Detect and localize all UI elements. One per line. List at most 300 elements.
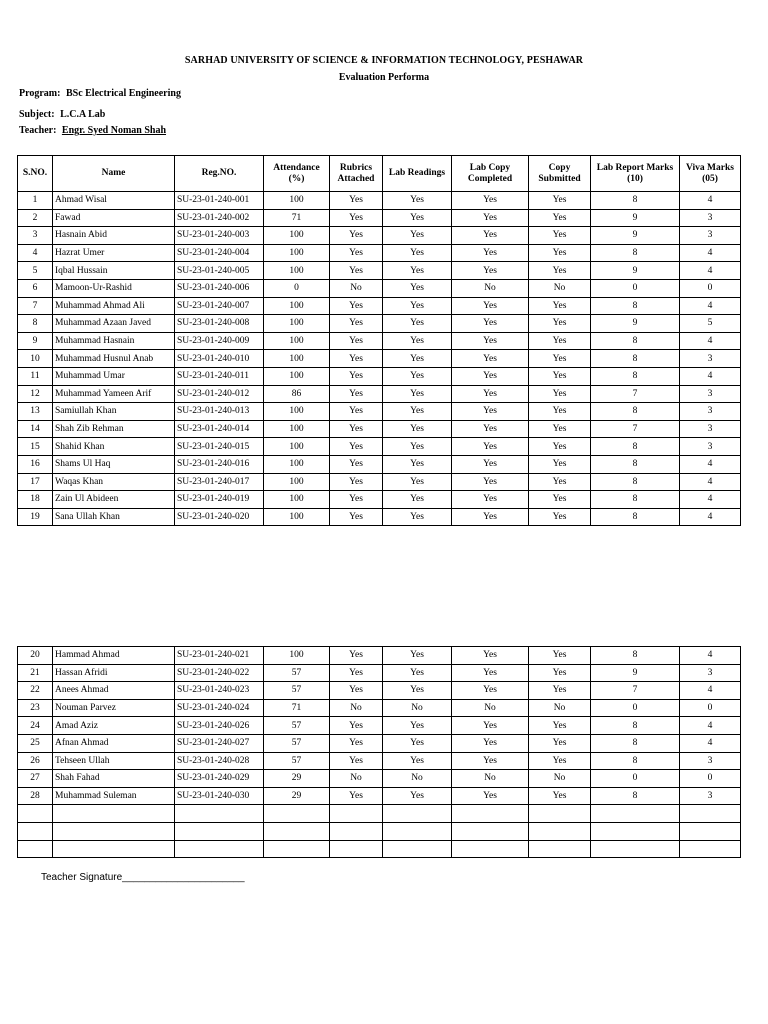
table-row xyxy=(18,455,741,473)
cell-attendance: 29 xyxy=(264,787,330,805)
cell-copy-submitted: Yes xyxy=(529,508,591,526)
cell-lab-copy: Yes xyxy=(452,752,529,770)
cell-attendance: 100 xyxy=(264,297,330,315)
cell-regno: SU-23-01-240-029 xyxy=(175,770,264,788)
cell-lab-readings: Yes xyxy=(383,664,452,682)
table-row xyxy=(18,664,741,682)
cell-rubrics xyxy=(330,840,383,858)
form-title: Evaluation Performa xyxy=(338,72,430,83)
cell-attendance: 100 xyxy=(264,227,330,245)
cell-lab-readings: Yes xyxy=(383,297,452,315)
cell-viva: 4 xyxy=(680,244,741,262)
cell-name: Zain Ul Abideen xyxy=(53,491,175,509)
cell-lab-copy: Yes xyxy=(452,455,529,473)
cell-name xyxy=(53,822,175,840)
cell-copy-submitted: Yes xyxy=(529,717,591,735)
col-regno-header: Reg.NO. xyxy=(175,156,264,192)
cell-rubrics: Yes xyxy=(330,227,383,245)
table-row xyxy=(18,209,741,227)
cell-viva: 0 xyxy=(680,699,741,717)
subject-value: L.C.A Lab xyxy=(60,109,106,120)
cell-regno: SU-23-01-240-026 xyxy=(175,717,264,735)
table-row xyxy=(18,699,741,717)
cell-attendance: 100 xyxy=(264,244,330,262)
cell-sno: 18 xyxy=(18,491,53,509)
teacher-value: Engr. Syed Noman Shah xyxy=(61,125,167,136)
table-row xyxy=(18,491,741,509)
cell-copy-submitted xyxy=(529,805,591,823)
cell-rubrics xyxy=(330,805,383,823)
cell-name: Iqbal Hussain xyxy=(53,262,175,280)
cell-lab-readings: Yes xyxy=(383,787,452,805)
cell-sno: 13 xyxy=(18,403,53,421)
cell-sno: 6 xyxy=(18,279,53,297)
cell-copy-submitted: Yes xyxy=(529,262,591,280)
cell-regno: SU-23-01-240-013 xyxy=(175,403,264,421)
cell-lab-report: 8 xyxy=(591,438,680,456)
cell-sno: 7 xyxy=(18,297,53,315)
cell-regno: SU-23-01-240-008 xyxy=(175,315,264,333)
cell-sno: 2 xyxy=(18,209,53,227)
signature-label: Teacher Signature xyxy=(41,872,123,883)
cell-viva: 4 xyxy=(680,508,741,526)
cell-copy-submitted: Yes xyxy=(529,787,591,805)
cell-rubrics: Yes xyxy=(330,752,383,770)
col-name-header: Name xyxy=(53,156,175,192)
col-copy-submitted-header: Copy Submitted xyxy=(529,156,591,192)
cell-sno: 5 xyxy=(18,262,53,280)
cell-lab-copy xyxy=(452,805,529,823)
cell-viva: 4 xyxy=(680,297,741,315)
col-lab-readings-header: Lab Readings xyxy=(383,156,452,192)
table-row xyxy=(18,770,741,788)
cell-attendance: 71 xyxy=(264,209,330,227)
cell-rubrics: Yes xyxy=(330,192,383,210)
table-row xyxy=(18,192,741,210)
table-row xyxy=(18,508,741,526)
cell-lab-copy xyxy=(452,822,529,840)
cell-viva: 3 xyxy=(680,385,741,403)
cell-sno: 12 xyxy=(18,385,53,403)
cell-lab-copy: Yes xyxy=(452,227,529,245)
cell-sno: 28 xyxy=(18,787,53,805)
cell-lab-readings: Yes xyxy=(383,209,452,227)
table-row xyxy=(18,734,741,752)
cell-sno: 15 xyxy=(18,438,53,456)
cell-sno: 10 xyxy=(18,350,53,368)
cell-lab-copy: Yes xyxy=(452,262,529,280)
cell-viva: 4 xyxy=(680,647,741,665)
cell-regno: SU-23-01-240-001 xyxy=(175,192,264,210)
cell-copy-submitted: No xyxy=(529,699,591,717)
cell-viva: 4 xyxy=(680,262,741,280)
cell-attendance: 100 xyxy=(264,403,330,421)
cell-copy-submitted: Yes xyxy=(529,297,591,315)
cell-lab-report: 9 xyxy=(591,315,680,333)
cell-copy-submitted: Yes xyxy=(529,332,591,350)
cell-viva: 4 xyxy=(680,367,741,385)
cell-lab-readings: Yes xyxy=(383,262,452,280)
cell-lab-copy: Yes xyxy=(452,297,529,315)
cell-lab-readings: Yes xyxy=(383,367,452,385)
cell-sno: 19 xyxy=(18,508,53,526)
cell-viva: 5 xyxy=(680,315,741,333)
cell-regno xyxy=(175,840,264,858)
cell-regno: SU-23-01-240-009 xyxy=(175,332,264,350)
cell-attendance: 100 xyxy=(264,508,330,526)
cell-copy-submitted xyxy=(529,822,591,840)
cell-lab-readings: Yes xyxy=(383,192,452,210)
cell-lab-report: 8 xyxy=(591,403,680,421)
cell-lab-copy: Yes xyxy=(452,717,529,735)
cell-rubrics: Yes xyxy=(330,717,383,735)
cell-copy-submitted: Yes xyxy=(529,734,591,752)
table-row xyxy=(18,822,741,840)
cell-sno: 26 xyxy=(18,752,53,770)
cell-lab-readings: Yes xyxy=(383,279,452,297)
cell-sno: 3 xyxy=(18,227,53,245)
cell-lab-readings: Yes xyxy=(383,350,452,368)
cell-attendance: 57 xyxy=(264,734,330,752)
cell-lab-copy: Yes xyxy=(452,367,529,385)
cell-copy-submitted: Yes xyxy=(529,438,591,456)
table-row xyxy=(18,840,741,858)
cell-rubrics: Yes xyxy=(330,491,383,509)
cell-lab-report: 8 xyxy=(591,455,680,473)
cell-rubrics: Yes xyxy=(330,682,383,700)
cell-viva: 4 xyxy=(680,717,741,735)
cell-regno: SU-23-01-240-017 xyxy=(175,473,264,491)
cell-viva: 3 xyxy=(680,420,741,438)
table-header-row xyxy=(18,156,741,192)
cell-lab-report xyxy=(591,840,680,858)
cell-copy-submitted xyxy=(529,840,591,858)
cell-regno: SU-23-01-240-020 xyxy=(175,508,264,526)
cell-name: Mamoon-Ur-Rashid xyxy=(53,279,175,297)
cell-lab-readings: Yes xyxy=(383,491,452,509)
subject-label: Subject: xyxy=(19,109,55,120)
cell-rubrics: No xyxy=(330,699,383,717)
cell-lab-report: 9 xyxy=(591,664,680,682)
cell-regno: SU-23-01-240-006 xyxy=(175,279,264,297)
cell-copy-submitted: Yes xyxy=(529,315,591,333)
cell-sno: 8 xyxy=(18,315,53,333)
evaluation-table-part2 xyxy=(17,646,741,858)
cell-lab-copy: No xyxy=(452,770,529,788)
cell-lab-copy: Yes xyxy=(452,192,529,210)
col-lab-report-header: Lab Report Marks (10) xyxy=(591,156,680,192)
cell-copy-submitted: Yes xyxy=(529,420,591,438)
cell-lab-report: 8 xyxy=(591,244,680,262)
cell-attendance: 29 xyxy=(264,770,330,788)
cell-regno: SU-23-01-240-024 xyxy=(175,699,264,717)
cell-lab-readings: Yes xyxy=(383,734,452,752)
cell-lab-readings: Yes xyxy=(383,717,452,735)
cell-lab-readings: Yes xyxy=(383,332,452,350)
cell-rubrics: Yes xyxy=(330,244,383,262)
cell-name: Tehseen Ullah xyxy=(53,752,175,770)
cell-name: Amad Aziz xyxy=(53,717,175,735)
cell-attendance: 100 xyxy=(264,491,330,509)
cell-name xyxy=(53,805,175,823)
cell-copy-submitted: Yes xyxy=(529,209,591,227)
cell-regno: SU-23-01-240-030 xyxy=(175,787,264,805)
cell-copy-submitted: Yes xyxy=(529,403,591,421)
cell-rubrics xyxy=(330,822,383,840)
cell-lab-readings: Yes xyxy=(383,682,452,700)
cell-lab-readings: Yes xyxy=(383,403,452,421)
cell-lab-copy: Yes xyxy=(452,682,529,700)
cell-lab-readings: No xyxy=(383,770,452,788)
cell-lab-copy: No xyxy=(452,279,529,297)
cell-rubrics: Yes xyxy=(330,664,383,682)
cell-copy-submitted: Yes xyxy=(529,682,591,700)
cell-lab-readings: Yes xyxy=(383,752,452,770)
cell-name xyxy=(53,840,175,858)
cell-lab-copy: Yes xyxy=(452,438,529,456)
cell-lab-readings: No xyxy=(383,699,452,717)
cell-rubrics: Yes xyxy=(330,420,383,438)
cell-lab-copy: Yes xyxy=(452,734,529,752)
cell-sno: 4 xyxy=(18,244,53,262)
cell-regno: SU-23-01-240-021 xyxy=(175,647,264,665)
cell-regno: SU-23-01-240-011 xyxy=(175,367,264,385)
cell-viva: 0 xyxy=(680,770,741,788)
cell-lab-copy xyxy=(452,840,529,858)
cell-lab-report: 7 xyxy=(591,420,680,438)
table-row xyxy=(18,279,741,297)
cell-rubrics: Yes xyxy=(330,367,383,385)
cell-viva: 3 xyxy=(680,209,741,227)
cell-attendance: 86 xyxy=(264,385,330,403)
program-value: BSc Electrical Engineering xyxy=(65,88,181,99)
cell-regno: SU-23-01-240-007 xyxy=(175,297,264,315)
cell-lab-copy: Yes xyxy=(452,332,529,350)
cell-lab-copy: Yes xyxy=(452,491,529,509)
cell-rubrics: Yes xyxy=(330,403,383,421)
cell-lab-copy: Yes xyxy=(452,664,529,682)
cell-sno xyxy=(18,822,53,840)
cell-attendance: 100 xyxy=(264,315,330,333)
cell-name: Muhammad Suleman xyxy=(53,787,175,805)
cell-attendance: 100 xyxy=(264,332,330,350)
cell-rubrics: Yes xyxy=(330,734,383,752)
cell-lab-report: 8 xyxy=(591,508,680,526)
cell-lab-copy: Yes xyxy=(452,350,529,368)
program-line xyxy=(19,88,181,99)
cell-rubrics: Yes xyxy=(330,315,383,333)
cell-rubrics: Yes xyxy=(330,385,383,403)
cell-lab-report: 7 xyxy=(591,682,680,700)
cell-name: Shams Ul Haq xyxy=(53,455,175,473)
cell-rubrics: No xyxy=(330,279,383,297)
cell-name: Nouman Parvez xyxy=(53,699,175,717)
table-row xyxy=(18,244,741,262)
table-row xyxy=(18,227,741,245)
cell-name: Hammad Ahmad xyxy=(53,647,175,665)
cell-lab-report: 8 xyxy=(591,647,680,665)
cell-attendance: 100 xyxy=(264,420,330,438)
cell-lab-report: 8 xyxy=(591,734,680,752)
cell-attendance: 100 xyxy=(264,438,330,456)
cell-rubrics: Yes xyxy=(330,262,383,280)
cell-lab-copy: Yes xyxy=(452,787,529,805)
cell-attendance: 100 xyxy=(264,455,330,473)
col-rubrics-header: Rubrics Attached xyxy=(330,156,383,192)
cell-attendance: 57 xyxy=(264,717,330,735)
cell-name: Samiullah Khan xyxy=(53,403,175,421)
cell-attendance: 100 xyxy=(264,367,330,385)
cell-regno: SU-23-01-240-028 xyxy=(175,752,264,770)
table-row xyxy=(18,262,741,280)
cell-sno: 20 xyxy=(18,647,53,665)
cell-lab-report: 8 xyxy=(591,787,680,805)
table-row xyxy=(18,438,741,456)
table-row xyxy=(18,787,741,805)
cell-rubrics: Yes xyxy=(330,332,383,350)
cell-name: Muhammad Umar xyxy=(53,367,175,385)
table-row xyxy=(18,420,741,438)
cell-regno: SU-23-01-240-022 xyxy=(175,664,264,682)
table-row xyxy=(18,647,741,665)
cell-viva: 4 xyxy=(680,682,741,700)
table-row xyxy=(18,350,741,368)
cell-attendance xyxy=(264,822,330,840)
cell-rubrics: Yes xyxy=(330,438,383,456)
cell-lab-readings: Yes xyxy=(383,508,452,526)
evaluation-table-part1 xyxy=(17,155,741,526)
cell-regno xyxy=(175,805,264,823)
cell-lab-copy: Yes xyxy=(452,403,529,421)
cell-lab-report: 8 xyxy=(591,717,680,735)
cell-viva: 4 xyxy=(680,734,741,752)
cell-regno: SU-23-01-240-015 xyxy=(175,438,264,456)
cell-name: Shahid Khan xyxy=(53,438,175,456)
cell-copy-submitted: Yes xyxy=(529,664,591,682)
cell-name: Muhammad Yameen Arif xyxy=(53,385,175,403)
cell-lab-report: 9 xyxy=(591,262,680,280)
cell-viva xyxy=(680,840,741,858)
col-sno-header: S.NO. xyxy=(18,156,53,192)
cell-lab-report: 9 xyxy=(591,227,680,245)
cell-rubrics: Yes xyxy=(330,508,383,526)
cell-viva: 4 xyxy=(680,192,741,210)
cell-rubrics: Yes xyxy=(330,455,383,473)
cell-lab-readings xyxy=(383,805,452,823)
cell-attendance: 57 xyxy=(264,752,330,770)
cell-lab-readings: Yes xyxy=(383,315,452,333)
cell-lab-copy: Yes xyxy=(452,315,529,333)
signature-line: ______________________ xyxy=(122,872,245,883)
cell-lab-report: 9 xyxy=(591,209,680,227)
cell-copy-submitted: Yes xyxy=(529,244,591,262)
cell-name: Anees Ahmad xyxy=(53,682,175,700)
cell-copy-submitted: No xyxy=(529,279,591,297)
cell-rubrics: Yes xyxy=(330,787,383,805)
table-row xyxy=(18,332,741,350)
cell-viva: 3 xyxy=(680,403,741,421)
cell-lab-report: 8 xyxy=(591,332,680,350)
teacher-signature xyxy=(41,872,245,883)
cell-lab-copy: Yes xyxy=(452,385,529,403)
cell-attendance: 57 xyxy=(264,682,330,700)
cell-regno: SU-23-01-240-023 xyxy=(175,682,264,700)
cell-sno: 23 xyxy=(18,699,53,717)
cell-attendance: 100 xyxy=(264,647,330,665)
cell-lab-copy: Yes xyxy=(452,508,529,526)
cell-viva: 4 xyxy=(680,332,741,350)
cell-viva xyxy=(680,805,741,823)
table-row xyxy=(18,315,741,333)
cell-lab-readings: Yes xyxy=(383,385,452,403)
cell-viva: 4 xyxy=(680,491,741,509)
cell-lab-report xyxy=(591,805,680,823)
cell-lab-report: 8 xyxy=(591,752,680,770)
cell-attendance: 100 xyxy=(264,473,330,491)
cell-lab-copy: Yes xyxy=(452,420,529,438)
teacher-line xyxy=(19,125,166,136)
cell-viva: 3 xyxy=(680,438,741,456)
cell-sno: 27 xyxy=(18,770,53,788)
cell-lab-report: 8 xyxy=(591,367,680,385)
cell-lab-readings: Yes xyxy=(383,227,452,245)
col-attendance-header: Attendance (%) xyxy=(264,156,330,192)
cell-copy-submitted: Yes xyxy=(529,473,591,491)
cell-name: Hasnain Abid xyxy=(53,227,175,245)
table-row xyxy=(18,385,741,403)
cell-copy-submitted: Yes xyxy=(529,192,591,210)
cell-rubrics: Yes xyxy=(330,350,383,368)
cell-sno: 22 xyxy=(18,682,53,700)
cell-attendance: 0 xyxy=(264,279,330,297)
cell-viva: 0 xyxy=(680,279,741,297)
table-row xyxy=(18,805,741,823)
cell-lab-readings: Yes xyxy=(383,244,452,262)
cell-sno: 17 xyxy=(18,473,53,491)
cell-lab-report xyxy=(591,822,680,840)
cell-sno: 14 xyxy=(18,420,53,438)
program-label: Program: xyxy=(19,88,61,99)
cell-attendance: 57 xyxy=(264,664,330,682)
col-viva-header: Viva Marks (05) xyxy=(680,156,741,192)
cell-viva xyxy=(680,822,741,840)
table-body-part1 xyxy=(18,192,741,526)
cell-name: Hazrat Umer xyxy=(53,244,175,262)
cell-viva: 4 xyxy=(680,473,741,491)
cell-name: Muhammad Husnul Anab xyxy=(53,350,175,368)
cell-regno: SU-23-01-240-019 xyxy=(175,491,264,509)
cell-viva: 3 xyxy=(680,350,741,368)
cell-attendance: 100 xyxy=(264,262,330,280)
cell-regno: SU-23-01-240-004 xyxy=(175,244,264,262)
cell-lab-readings: Yes xyxy=(383,647,452,665)
cell-name: Muhammad Ahmad Ali xyxy=(53,297,175,315)
cell-attendance: 100 xyxy=(264,350,330,368)
cell-copy-submitted: Yes xyxy=(529,647,591,665)
cell-lab-readings xyxy=(383,822,452,840)
cell-lab-report: 8 xyxy=(591,297,680,315)
cell-regno xyxy=(175,822,264,840)
cell-regno: SU-23-01-240-002 xyxy=(175,209,264,227)
cell-copy-submitted: No xyxy=(529,770,591,788)
teacher-label: Teacher: xyxy=(19,125,57,136)
cell-viva: 4 xyxy=(680,455,741,473)
table-row xyxy=(18,752,741,770)
cell-regno: SU-23-01-240-005 xyxy=(175,262,264,280)
cell-lab-copy: Yes xyxy=(452,244,529,262)
cell-copy-submitted: Yes xyxy=(529,367,591,385)
cell-copy-submitted: Yes xyxy=(529,227,591,245)
